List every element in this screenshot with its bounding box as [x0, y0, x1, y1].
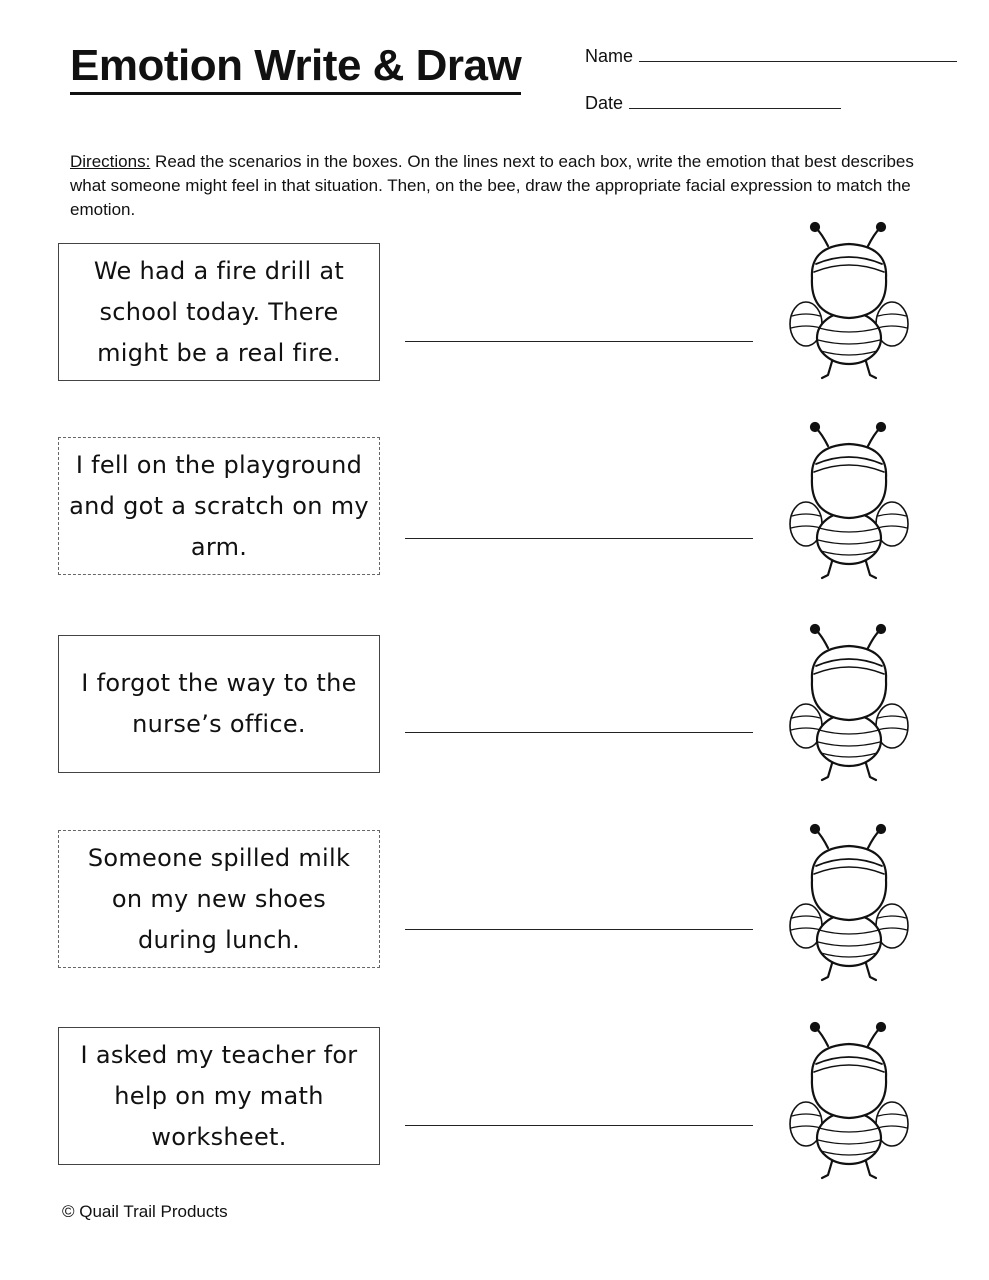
- directions-lead: Directions:: [70, 152, 151, 171]
- bee-drawing-icon[interactable]: [788, 622, 910, 787]
- bee-drawing-icon[interactable]: [788, 1020, 910, 1185]
- bee-drawing-icon[interactable]: [788, 220, 910, 385]
- scenario-box: [58, 830, 380, 968]
- scenario-box: [58, 635, 380, 773]
- scenario-text: I forgot the way to the nurse’s office.: [81, 669, 357, 738]
- name-line[interactable]: [639, 47, 957, 62]
- bee-drawing-icon[interactable]: [788, 822, 910, 987]
- answer-line[interactable]: [405, 929, 753, 930]
- scenario-text: I asked my teacher for help on my math worksheet.: [80, 1040, 358, 1151]
- worksheet-title: Emotion Write & Draw: [70, 40, 521, 95]
- scenario-box: [58, 437, 380, 575]
- answer-line[interactable]: [405, 538, 753, 539]
- name-label: Name: [585, 46, 634, 66]
- answer-line[interactable]: [405, 1125, 753, 1126]
- bee-drawing-icon[interactable]: [788, 420, 910, 585]
- scenario-box: [58, 243, 380, 381]
- date-line[interactable]: [629, 94, 841, 109]
- date-label: Date: [585, 93, 624, 113]
- answer-line[interactable]: [405, 732, 753, 733]
- scenario-box: [58, 1027, 380, 1165]
- scenario-text: I fell on the playground and got a scratch on my arm.: [69, 450, 369, 561]
- scenario-text: Someone spilled milk on my new shoes during lunch.: [87, 843, 351, 954]
- date-field[interactable]: [585, 93, 841, 114]
- copyright-text: © Quail Trail Products: [62, 1202, 228, 1221]
- directions: [70, 150, 920, 222]
- scenario-text: We had a fire drill at school today. There might be a real fire.: [93, 256, 345, 367]
- directions-text: Read the scenarios in the boxes. On the lines next to each box, write the emotion that best describes what someone might feel in that situation. Then, on the bee, draw the appropriate facial expression to match the emotion.: [70, 152, 914, 219]
- answer-line[interactable]: [405, 341, 753, 342]
- name-field[interactable]: [585, 46, 957, 67]
